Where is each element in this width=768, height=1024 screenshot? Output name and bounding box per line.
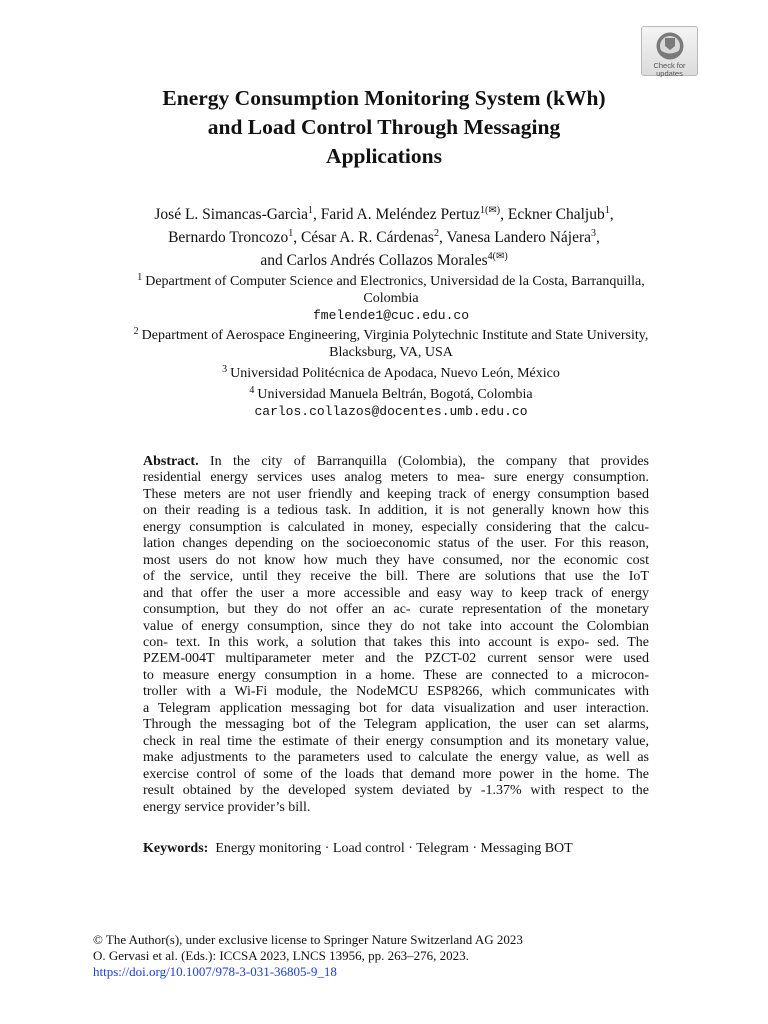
affiliation-text: Universidad Politécnica de Apodaca, Nuevo León, México bbox=[230, 365, 560, 381]
author-name: Bernardo Troncozo bbox=[168, 229, 289, 246]
affiliation-2-line-1 bbox=[96, 324, 686, 345]
affiliation-number: 1 bbox=[137, 272, 143, 283]
abstract-line: of the service, until they receive the bill. There are solutions that use the IoT bbox=[143, 569, 649, 585]
abstract-line: most users do not know how much they have consumed, nor the economic cost bbox=[143, 552, 649, 568]
abstract-line: residential energy services uses analog meters to mea- sure energy consumption. bbox=[143, 470, 649, 486]
title-line-3: Applications bbox=[326, 144, 442, 168]
abstract-line: consumption, but they do not offer an ac- curate representation of the monetary bbox=[143, 602, 649, 618]
abstract-line: lation changes depending on the socioeconomic status of the user. For this reason, bbox=[143, 536, 649, 552]
keywords-label: Keywords: bbox=[143, 841, 209, 856]
abstract-label: Abstract. bbox=[143, 454, 199, 469]
abstract-line: value of energy consumption, since they do not take into account the Colombian bbox=[143, 618, 649, 634]
affiliation-1-line-1 bbox=[96, 270, 686, 291]
crossmark-icon bbox=[655, 31, 685, 61]
abstract-line: on their reading is a tedious task. In addition, it is not generally known how this bbox=[143, 503, 649, 519]
abstract-line: make adjustments to the parameters used to calculate the energy value, as well as bbox=[143, 750, 649, 766]
author-list bbox=[60, 201, 708, 270]
badge-line-1: Check for bbox=[653, 61, 686, 70]
abstract-line bbox=[143, 454, 649, 470]
author-affil-mark-close: ) bbox=[496, 205, 501, 216]
author-affil-mark-close: ) bbox=[504, 251, 508, 262]
author-affil-mark: 1 bbox=[604, 205, 610, 216]
title-line-1: Energy Consumption Monitoring System (kWh) bbox=[162, 86, 606, 110]
abstract bbox=[143, 454, 649, 816]
abstract-line-text: In the city of Barranquilla (Colombia), the company that provides bbox=[209, 454, 650, 469]
abstract-line: result obtained by the developed system deviated by -1.37% with respect to the bbox=[143, 783, 649, 799]
affiliation-4 bbox=[96, 383, 686, 404]
affiliation-2-line-2: Blacksburg, VA, USA bbox=[329, 345, 453, 361]
affiliation-3 bbox=[96, 362, 686, 383]
author-name: José L. Simancas-Garcìa bbox=[154, 206, 309, 223]
affiliation-number: 4 bbox=[249, 384, 255, 396]
author-affil-mark: 4( bbox=[487, 251, 496, 262]
abstract-line: Through the messaging bot of the Telegram application, the user can set alarms, bbox=[143, 717, 649, 733]
author-affil-mark: 3 bbox=[591, 228, 597, 239]
check-for-updates-badge[interactable] bbox=[641, 26, 698, 76]
abstract-line: These meters are not user friendly and keeping track of energy consumption based bbox=[143, 486, 649, 502]
affiliation-1-line-2: Colombia bbox=[363, 290, 419, 306]
author-affil-mark: 1( bbox=[480, 205, 489, 216]
affiliation-1-email[interactable]: fmelende1@cuc.edu.co bbox=[312, 307, 470, 323]
abstract-line: energy consumption is calculated in money, especially considering that the calcu- bbox=[143, 519, 649, 535]
paper-title bbox=[60, 84, 708, 171]
author-name: and Carlos Andrés Collazos Morales bbox=[260, 252, 488, 269]
author-affil-mark: 1 bbox=[308, 205, 314, 216]
title-line-2: and Load Control Through Messaging bbox=[207, 115, 561, 139]
badge-label bbox=[642, 62, 697, 78]
affiliation-number: 2 bbox=[133, 326, 139, 338]
keywords bbox=[143, 841, 649, 858]
abstract-line: con- text. In this work, a solution that takes this into account is expo- sed. The bbox=[143, 634, 649, 650]
author-name: Farid A. Meléndez Pertuz bbox=[320, 206, 481, 223]
abstract-line: troller with a Wi-Fi module, the NodeMCU ESP8266, which communicates with bbox=[143, 684, 649, 700]
author-affil-mark: 1 bbox=[288, 228, 294, 239]
author-line-2: Bernardo Troncozo$^1$, César A. R. Cárdenas$^2$, Vanesa Landero Nájera$^3$, bbox=[168, 228, 600, 246]
doi-link[interactable]: https://doi.org/10.1007/978-3-031-36805-9_18 bbox=[93, 964, 337, 980]
abstract-line: energy service provider’s bill. bbox=[143, 799, 311, 815]
author-line-3 bbox=[60, 247, 708, 270]
author-affil-mark: 2 bbox=[433, 228, 439, 239]
affiliation-list bbox=[96, 270, 686, 420]
abstract-line: PZEM-004T multiparameter meter and the PZCT-02 current sensor were used bbox=[143, 651, 649, 667]
envelope-icon: ✉ bbox=[495, 251, 505, 262]
citation-line: O. Gervasi et al. (Eds.): ICCSA 2023, LNCS 13956, pp. 263–276, 2023. bbox=[93, 948, 469, 964]
author-name: Vanesa Landero Nájera bbox=[446, 229, 592, 246]
copyright-notice: © The Author(s), under exclusive license to Springer Nature Switzerland AG 2023 bbox=[93, 932, 523, 947]
abstract-line: exercise control of some of the loads that demand more power in the home. The bbox=[143, 766, 649, 782]
author-name: César A. R. Cárdenas bbox=[300, 229, 434, 246]
affiliation-text: Department of Aerospace Engineering, Virginia Polytechnic Institute and State University, bbox=[141, 328, 649, 344]
affiliation-text: Department of Computer Science and Electronics, Universidad de la Costa, Barranquilla, bbox=[145, 274, 645, 289]
abstract-line: check in real time the estimate of their energy consumption and its monetary value, bbox=[143, 733, 649, 749]
affiliation-4-email[interactable]: carlos.collazos@docentes.umb.edu.co bbox=[254, 403, 528, 419]
badge-line-2: updates bbox=[656, 69, 683, 78]
abstract-line: to measure energy consumption in a home. These are connected to a microcon- bbox=[143, 667, 649, 683]
affiliation-number: 3 bbox=[222, 363, 228, 375]
keywords-text: Energy monitoring · Load control · Telegram · Messaging BOT bbox=[215, 841, 573, 856]
abstract-line: a Telegram application messaging bot for data visualization and user interaction. bbox=[143, 700, 649, 716]
affiliation-text: Universidad Manuela Beltrán, Bogotá, Colombia bbox=[257, 386, 533, 402]
envelope-icon: ✉ bbox=[488, 205, 497, 216]
abstract-line: and that offer the user a more accessible and easy way to keep track of energy bbox=[143, 585, 649, 601]
author-name: Eckner Chaljub bbox=[507, 206, 605, 223]
author-line-1: José L. Simancas-Garcìa$^1$, Farid A. Meléndez Pertuz$^{1(✉)}$, Eckner Chaljub$^1$, bbox=[154, 205, 614, 223]
footer bbox=[93, 932, 523, 981]
